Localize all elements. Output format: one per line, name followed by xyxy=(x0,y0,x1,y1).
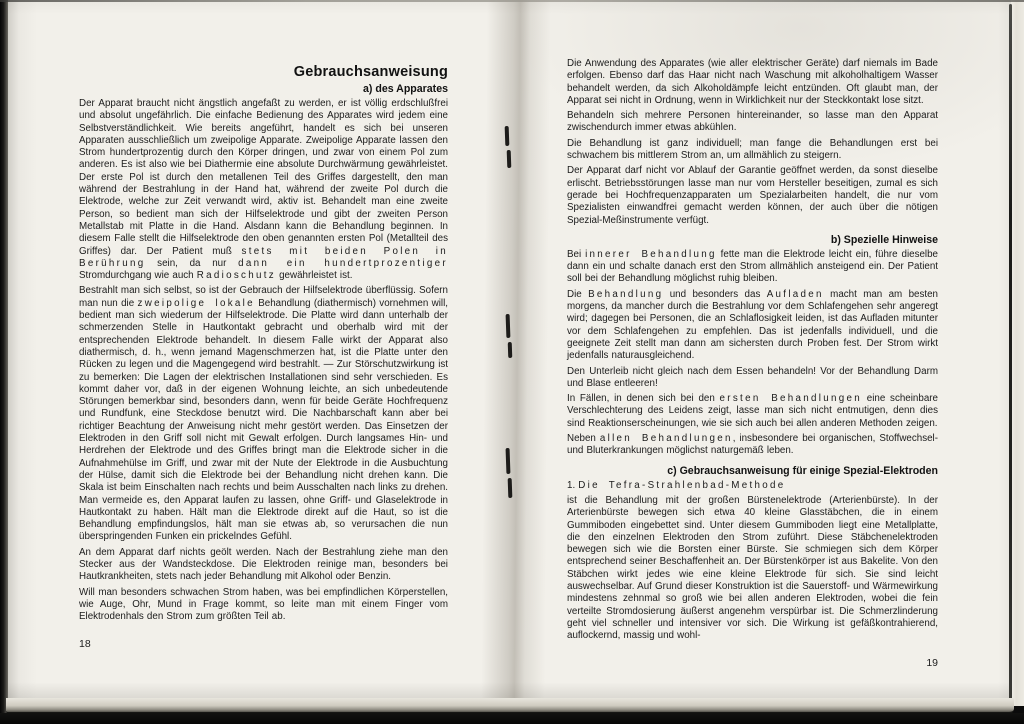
text-run: macht man am besten morgens, da mancher durch die Bestrahlung vor dem Schlafengehen sehr angeregt wird; dagegen bei Personen, die an Schlaflosigkeit leiden, ist das Aufladen mitunter vor dem Schlafengehen zu empfehlen. Das ist jedenfalls individuell, und die geeignete Zeit stellt man dann am sichersten durch Proben fest. Der Strom wirkt jedenfalls naturausgleichend. xyxy=(567,288,938,362)
page-number-right: 19 xyxy=(926,657,938,670)
scan-background-bottom xyxy=(0,713,1024,724)
text-run: Behandeln sich mehrere Personen hintereinander, so lasse man den Apparat zwischendurch immer etwas abkühlen. xyxy=(567,110,938,134)
section-title: Gebrauchsanweisung xyxy=(293,64,448,80)
gutter-shadow xyxy=(481,0,551,704)
binding-stitch-mark xyxy=(505,126,510,146)
binding-stitch-mark xyxy=(506,448,511,474)
paragraph xyxy=(567,495,938,643)
binding-stitch-mark xyxy=(507,150,512,168)
emphasized-spaced-text: Behandlung xyxy=(588,288,664,300)
text-run: Den Unterleib nicht gleich nach dem Essen behandeln! Vor der Behandlung Darm und Blase entleeren! xyxy=(567,365,938,389)
text-run: 1. xyxy=(567,479,579,491)
text-run: fette man die Elektrode leicht ein, führe dieselbe dann ein und schalte danach erst den Strom allmählich ansteigend ein. Der Patient soll bei der Behandlung möglichst ruhig bleiben. xyxy=(567,248,938,285)
text-run: Bei xyxy=(567,248,586,260)
text-run: gewährleistet ist. xyxy=(275,270,353,282)
emphasized-spaced-text: Radioschutz xyxy=(196,270,276,282)
emphasized-spaced-text: Aufladen xyxy=(766,288,824,300)
text-run: Bestrahlt man sich selbst, so ist der Gebrauch der Hilfselektrode überflüssig. Sofern man nun die xyxy=(79,285,448,309)
text-run: Der Apparat darf nicht vor Ablauf der Garantie geöffnet werden, da sonst dieselbe erlischt. Betriebsstörungen lasse man nur vom Hersteller beseitigen, zumal es sich gerade bei Hochfrequenzapparaten um Spezialarbeiten handelt, die nur vom Spezialisten einwandfrei gemacht werden können, der auch über die nötigen Spezial-Meßinstrumente verfügt. xyxy=(567,165,938,226)
paragraph xyxy=(567,58,938,107)
emphasized-spaced-text: allen Behandlungen xyxy=(599,433,733,445)
page-edge-strip-right xyxy=(1011,0,1024,706)
paragraph xyxy=(79,587,448,624)
text-run: sein, da nur xyxy=(145,257,239,269)
emphasized-spaced-text: dann ein hundertprozentiger xyxy=(238,257,448,269)
text-run: In Fällen, in denen sich bei den xyxy=(567,393,720,405)
subsection-heading: a) des Apparates xyxy=(363,83,448,95)
paragraph xyxy=(567,110,938,135)
page-right-content xyxy=(567,58,938,642)
emphasized-spaced-text: Die Tefra-Strahlenbad-Methode xyxy=(578,479,786,491)
binding-stitch-mark xyxy=(506,314,511,338)
paragraph xyxy=(567,249,938,286)
page-left xyxy=(79,64,448,650)
book-fore-edge-bottom xyxy=(6,698,1014,714)
paragraph xyxy=(567,433,938,458)
text-run: Will man besonders schwachen Strom haben, was bei empfindlichen Körperstellen, wie Auge, Ohr, Mund in Frage kommt, so leite man mit einem Finger vom Elektrodenhals den Strom zum größten Teil ab. xyxy=(79,586,448,623)
paragraph xyxy=(567,393,938,430)
binding-stitch-mark xyxy=(508,342,513,358)
text-run: Neben xyxy=(567,433,600,445)
paragraph xyxy=(79,285,448,543)
lead-line xyxy=(567,480,938,492)
text-run: Stromdurchgang wie auch xyxy=(79,270,197,282)
text-run: Die Anwendung des Apparates (wie aller elektrischer Geräte) darf niemals im Bade erfolgen. Ebenso darf das Haar nicht nach Waschung mit alkoholhaltigem Wasser behandelt werden, da sich Alkoholdämpfe leicht entzünden. Oft glaubt man, der Apparat sei nicht in Ordnung, wenn in Wirklichkeit nur der Steckkontakt lose sitzt. xyxy=(567,58,938,106)
book-cover-edge-left xyxy=(0,0,8,716)
text-run: Die Behandlung ist ganz individuell; man fange die Behandlungen erst bei schwachem bis mittlerem Strom an, um allmählich zu steigern. xyxy=(567,137,938,162)
paragraph xyxy=(567,138,938,163)
emphasized-spaced-text: zweipolige lokale xyxy=(137,297,255,309)
emphasized-spaced-text: innerer Behandlung xyxy=(585,248,717,260)
text-run: , insbesondere bei organischen, Stoffwechsel- und Bluterkrankungen möglichst naturgemäß leben. xyxy=(567,433,938,457)
text-run: und besonders das xyxy=(663,288,767,300)
text-run: Der Apparat braucht nicht ängstlich angefaßt zu werden, er ist völlig erdschlußfrei und absolut ungefährlich. Die einfache Bedienung des Apparates wird jedem eine Selbstverständlichkeit. Wie bereits angeführt, handelt es sich bei unseren Apparaten ausschließlich um zweipolige Apparate. Zweipolige Apparate lassen den Strom hundertprozentig durch den Körper dringen, und zwar von einem Pol zum anderen. Es ist also wie bei Diathermie eine absolute Durchwärmung gewährleistet. Der erste Pol ist durch den metallenen Teil des Griffes dargestellt, den man während der Bestrahlung in der Hand hat, während der zweite Pol durch die Elektrode, welche zur Zeit verwandt wird, aktiv ist. Behandelt man eine zweite Person, so bedient man sich der Hilfselektrode und gibt der zweiten Person Metallstab mit Platte in die Hand. Alsdann kann die Behandlung beginnen. In diesem Falle stellt die Hilfselektrode den oben genannten ersten Pol (Metallteil des Griffes) dar. Der Patient muß xyxy=(79,98,448,257)
paragraph xyxy=(567,289,938,363)
page-edge-line-right xyxy=(1009,4,1012,706)
page-left-content xyxy=(79,64,448,623)
page-number-left: 18 xyxy=(79,638,91,651)
paragraph xyxy=(567,165,938,226)
subsection-heading: c) Gebrauchsanweisung für einige Spezial-Elektroden xyxy=(667,464,938,477)
text-run: eine scheinbare Verschlechterung des Leidens zeigt, lasse man sich nicht entmutigen, denn dies sind Reaktionserscheinungen, wie sie sich auch bei allen anderen Methoden zeigen. xyxy=(567,393,938,429)
emphasized-spaced-text: stets mit beiden Polen in Berührung xyxy=(79,245,448,269)
text-run: Behandlung (diathermisch) vornehmen will, bedient man sich wiederum der Hilfselektrode. Die Platte wird dann unterhalb der schmerzenden Stelle in Hautkontakt gebracht und oberhalb wird mit der entsprechenden Elektrode behandelt. In diesem Falle wirkt der Apparat also diathermisch, d. h., wenn jemand Magenschmerzen hat, ist die Platte unter den Rücken zu legen und die Magengegend wird bestrahlt. — Zur Störschutzwirkung ist zu bemerken: Die Lagen der elektrischen Installationen sind sehr verschieden. Es kommt daher vor, daß in der eigenen Wohnung leichte, an sich unbedeutende Störungen bemerkbar sind, besonders dann, wenn für beide Geräte Hochfrequenz und Rundfunk, eine Steckdose benutzt wird. Die Nachbarschaft kann aber bei richtiger Beachtung der Anweisung nicht mehr gestört werden. Das Einsetzen der Elektroden in den Griff soll nicht mit Gewalt erfolgen. Durch langsames Hin- und Herdrehen der Elektrode und des Griffes bringt man die Elektrode sicher in die Aufnahmehülse im Griff, und zwar mit der Nute der Elektrode in die Ausbuchtung der Hülse, damit sich die Elektrode bei der Behandlung nicht drehen kann. Die Skala ist beim Einschalten nach rechts und beim Ausschalten nach links zu drehen. Man vermeide es, den Apparat laufen zu lassen, ohne Griff- und Glaselektrode in Hautkontakt zu haben. Hält man die Elektrode direkt auf die Haut, so ist die Behandlung empfindungslos, hält man sie etwas ab, so verursachen die nun überspringenden Funken ein prickelndes Gefühl. xyxy=(79,297,448,543)
subsection-heading: b) Spezielle Hinweise xyxy=(830,233,938,246)
text-run: Die xyxy=(567,288,589,300)
text-run: An dem Apparat darf nichts geölt werden. Nach der Bestrahlung ziehe man den Stecker aus der Wandsteckdose. Die Elektroden reinige man, besonders bei Hautkrankheiten, stets nach jeder Behandlung mit Alkohol oder Benzin. xyxy=(79,546,448,583)
text-run: ist die Behandlung mit der großen Bürstenelektrode (Arterienbürste). In der Arterienbürste bewegen sich etwa 40 kleine Glasstäbchen, die in einem Gummiboden eingebettet sind. Unter diesem Gummiboden liegt eine Metallplatte, die den einzelnen Elektroden den Strom zuführt. Diese Stäbchenelektroden bewegen sich wie die Borsten einer Bürste. Sie schmiegen sich dem Körper entsprechend seiner Beschaffenheit an. Der Bürstenkörper ist aus Bakelite. Von den Stäbchen wirkt jedes wie eine kleine Elektrode für sich. Sie sind leicht auswechselbar. Auf Grund dieser Konstruktion ist die Sauerstoff- und Wärmewirkung mindestens zehnmal so groß wie bei allen anderen Elektroden, wobei die fein verteilte Stromdosierung äußerst angenehm verspürbar ist. Die Schmerzlinderung geht viel schneller und intensiver vor sich. Die Wirkung ist gefäßkontrahierend, auflockernd, massig und wohl- xyxy=(567,494,938,642)
binding-stitch-mark xyxy=(508,478,513,498)
page-right xyxy=(567,58,938,669)
scan-edge-top xyxy=(0,0,1024,2)
paragraph xyxy=(567,366,938,391)
paragraph xyxy=(79,98,448,282)
emphasized-spaced-text: ersten Behandlungen xyxy=(719,393,863,405)
paragraph xyxy=(79,547,448,584)
